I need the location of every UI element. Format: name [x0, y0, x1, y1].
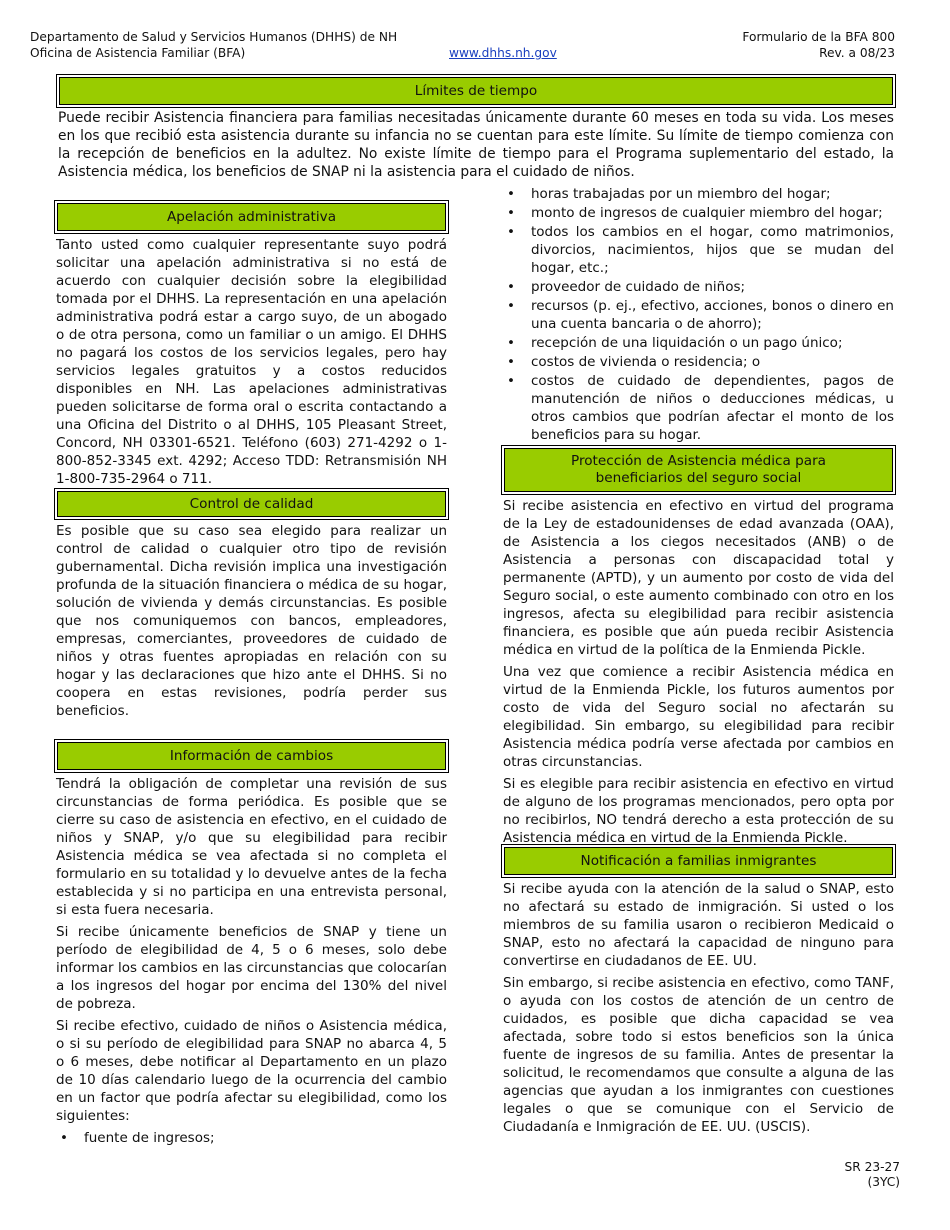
section-body-immigrant [503, 880, 894, 1140]
changes-list-right [503, 185, 894, 444]
header-website-link[interactable]: www.dhhs.nh.gov [449, 46, 557, 60]
list-item: • horas trabajadas por un miembro del hogar; [503, 185, 894, 203]
pickle-title-line-2: beneficiarios del seguro social [595, 470, 802, 486]
quality-control-text: Es posible que su caso sea elegido para realizar un control de calidad o cualquier otro tipo de revisión gubernamental. Dicha revisión implica una investigación profunda de la situación financiera o médica de su hogar, solución de vivienda y demás circunstancias. Es posible que nos comuniquemos con bancos, empleadores, empresas, comerciantes, proveedores de cuidado de niños y otras fuentes apropiadas en relación con su hogar y las declaraciones que hizo ante el DHHS. Si no coopera en estas revisiones, podría perder sus beneficios. [56, 523, 447, 719]
header-department: Departamento de Salud y Servicios Humanos (DHHS) de NH [30, 30, 398, 44]
pickle-paragraph-2: Una vez que comience a recibir Asistencia médica en virtud de la Enmienda Pickle, los futuros aumentos por costo de vida del Seguro social no afectarán su elegibilidad. Sin embargo, su elegibilidad para recibir Asistencia médica podría verse afectada por cambios en otras circunstancias. [503, 664, 894, 770]
section-body-quality-control [56, 522, 447, 724]
header-revision: Rev. a 08/23 [819, 46, 895, 60]
time-limits-text: Puede recibir Asistencia financiera para familias necesitadas únicamente durante 60 meses en toda su vida. Los meses en los que recibió esta asistencia durante su infancia no se cuentan para este límite. Su límite de tiempo comienza con la recepción de beneficios en la adultez. No existe límite de tiempo para el Programa suplementario del estado, la Asistencia médica, los beneficios de SNAP ni la asistencia para el cuidado de niños. [58, 110, 894, 180]
header-form-info [742, 29, 895, 61]
changes-list-left [56, 1129, 447, 1147]
header-form-number: Formulario de la BFA 800 [742, 30, 895, 44]
list-item: • costos de cuidado de dependientes, pagos de manutención de niños o deducciones médicas, u otros cambios que podrían afectar el monto de los beneficios para su hogar. [503, 372, 894, 444]
list-item: • todos los cambios en el hogar, como matrimonios, divorcios, nacimientos, hijos que se mudan del hogar, etc.; [503, 223, 894, 277]
changes-paragraph-2: Si recibe únicamente beneficios de SNAP y tiene un período de elegibilidad de 4, 5 o 6 meses, solo debe informar los cambios en las circunstancias que colocarían a los ingresos del hogar por encima del 130% del nivel de pobreza. [56, 924, 447, 1012]
section-title-pickle [504, 448, 893, 492]
section-title-immigrant: Notificación a familias inmigrantes [504, 847, 893, 875]
list-item: • costos de vivienda o residencia; o [503, 353, 894, 371]
section-body-time-limits [58, 109, 894, 185]
pickle-title-line-1: Protección de Asistencia médica para [570, 453, 826, 469]
section-title-changes: Información de cambios [57, 742, 446, 770]
pickle-paragraph-1: Si recibe asistencia en efectivo en virtud del programa de la Ley de estadounidenses de edad avanzada (OAA), de Asistencia a los ciegos necesitados (ANB) o de Asistencia a personas con discapacidad total y permanente (APTD), y un aumento por costo de vida del Seguro social, o este aumento combinado con otro en los ingresos, afecta su elegibilidad para recibir asistencia financiera, es posible que aún pueda recibir Asistencia médica en virtud de la política de la Enmienda Pickle. [503, 498, 894, 658]
footer-code [845, 1160, 901, 1190]
changes-paragraph-1: Tendrá la obligación de completar una revisión de sus circunstancias de forma periódica. Es posible que se cierre su caso de asistencia en efectivo, en el cuidado de niños y SNAP, y/o que su elegibilidad para recibir Asistencia médica se vea afectada si no completa el formulario en su totalidad y lo devuelve antes de la fecha establecida y si no participa en una entrevista personal, si esta fuera necesaria. [56, 776, 447, 918]
section-body-changes [56, 775, 447, 1148]
changes-list-continued [503, 185, 894, 445]
changes-paragraph-3: Si recibe efectivo, cuidado de niños o Asistencia médica, o si su período de elegibilidad para SNAP no abarca 4, 5 o 6 meses, debe notificar al Departamento en un plazo de 10 días calendario luego de la ocurrencia del cambio en un factor que podría afectar su elegibilidad, como los siguientes: [56, 1018, 447, 1124]
section-title-time-limits: Límites de tiempo [59, 77, 893, 105]
section-title-quality-control: Control de calidad [57, 491, 446, 517]
header-agency [30, 29, 397, 61]
list-item: • recursos (p. ej., efectivo, acciones, bonos o dinero en una cuenta bancaria o de ahorro); [503, 297, 894, 333]
appeal-text: Tanto usted como cualquier representante suyo podrá solicitar una apelación administrativa si no está de acuerdo con cualquier decisión sobre la elegibilidad tomada por el DHHS. La representación en una apelación administrativa podrá estar a cargo suyo, de un abogado o de otra persona, como un familiar o un amigo. El DHHS no pagará los costos de los servicios legales, pero hay servicios legales gratuitos y a costos reducidos disponibles en NH. Las apelaciones administrativas pueden solicitarse de forma oral o escrita contactando a una Oficina del Distrito o al DHHS, 105 Pleasant Street, Concord, NH 03301-6521. Teléfono (603) 271-4292 o 1-800-852-3345 ext. 4292; Acceso TDD: Retransmisión NH 1-800-735-2964 o 711. [56, 237, 447, 487]
list-item: • monto de ingresos de cualquier miembro del hogar; [503, 204, 894, 222]
footer-sr-number: SR 23-27 [844, 1160, 900, 1174]
list-item: • fuente de ingresos; [56, 1129, 447, 1147]
pickle-paragraph-3: Si es elegible para recibir asistencia en efectivo en virtud de alguno de los programas mencionados, pero opta por no recibirlos, NO tendrá derecho a esta protección de su Asistencia médica en virtud de la Enmienda Pickle. [503, 776, 894, 846]
header-office: Oficina de Asistencia Familiar (BFA) [30, 46, 246, 60]
list-item: • recepción de una liquidación o un pago único; [503, 334, 894, 352]
section-title-appeal: Apelación administrativa [57, 203, 446, 231]
section-body-pickle [503, 497, 894, 851]
list-item: • proveedor de cuidado de niños; [503, 278, 894, 296]
immigrant-paragraph-1: Si recibe ayuda con la atención de la salud o SNAP, esto no afectará su estado de inmigración. Si usted o los miembros de su familia usaron o recibieron Medicaid o SNAP, esto no afectará la capacidad de ninguno para convertirse en ciudadanos de EE. UU. [503, 881, 894, 969]
section-body-appeal [56, 236, 447, 492]
footer-suffix: (3YC) [867, 1175, 900, 1189]
immigrant-paragraph-2: Sin embargo, si recibe asistencia en efectivo, como TANF, o ayuda con los costos de atención de un centro de cuidados, es posible que dicha capacidad se vea afectada, sobre todo si estos beneficios son la única fuente de ingresos de su familia. Antes de presentar la solicitud, le recomendamos que consulte a alguna de las agencias que ayudan a los inmigrantes con cuestiones legales o que se comunique con el Servicio de Ciudadanía e Inmigración de EE. UU. (USCIS). [503, 975, 894, 1135]
